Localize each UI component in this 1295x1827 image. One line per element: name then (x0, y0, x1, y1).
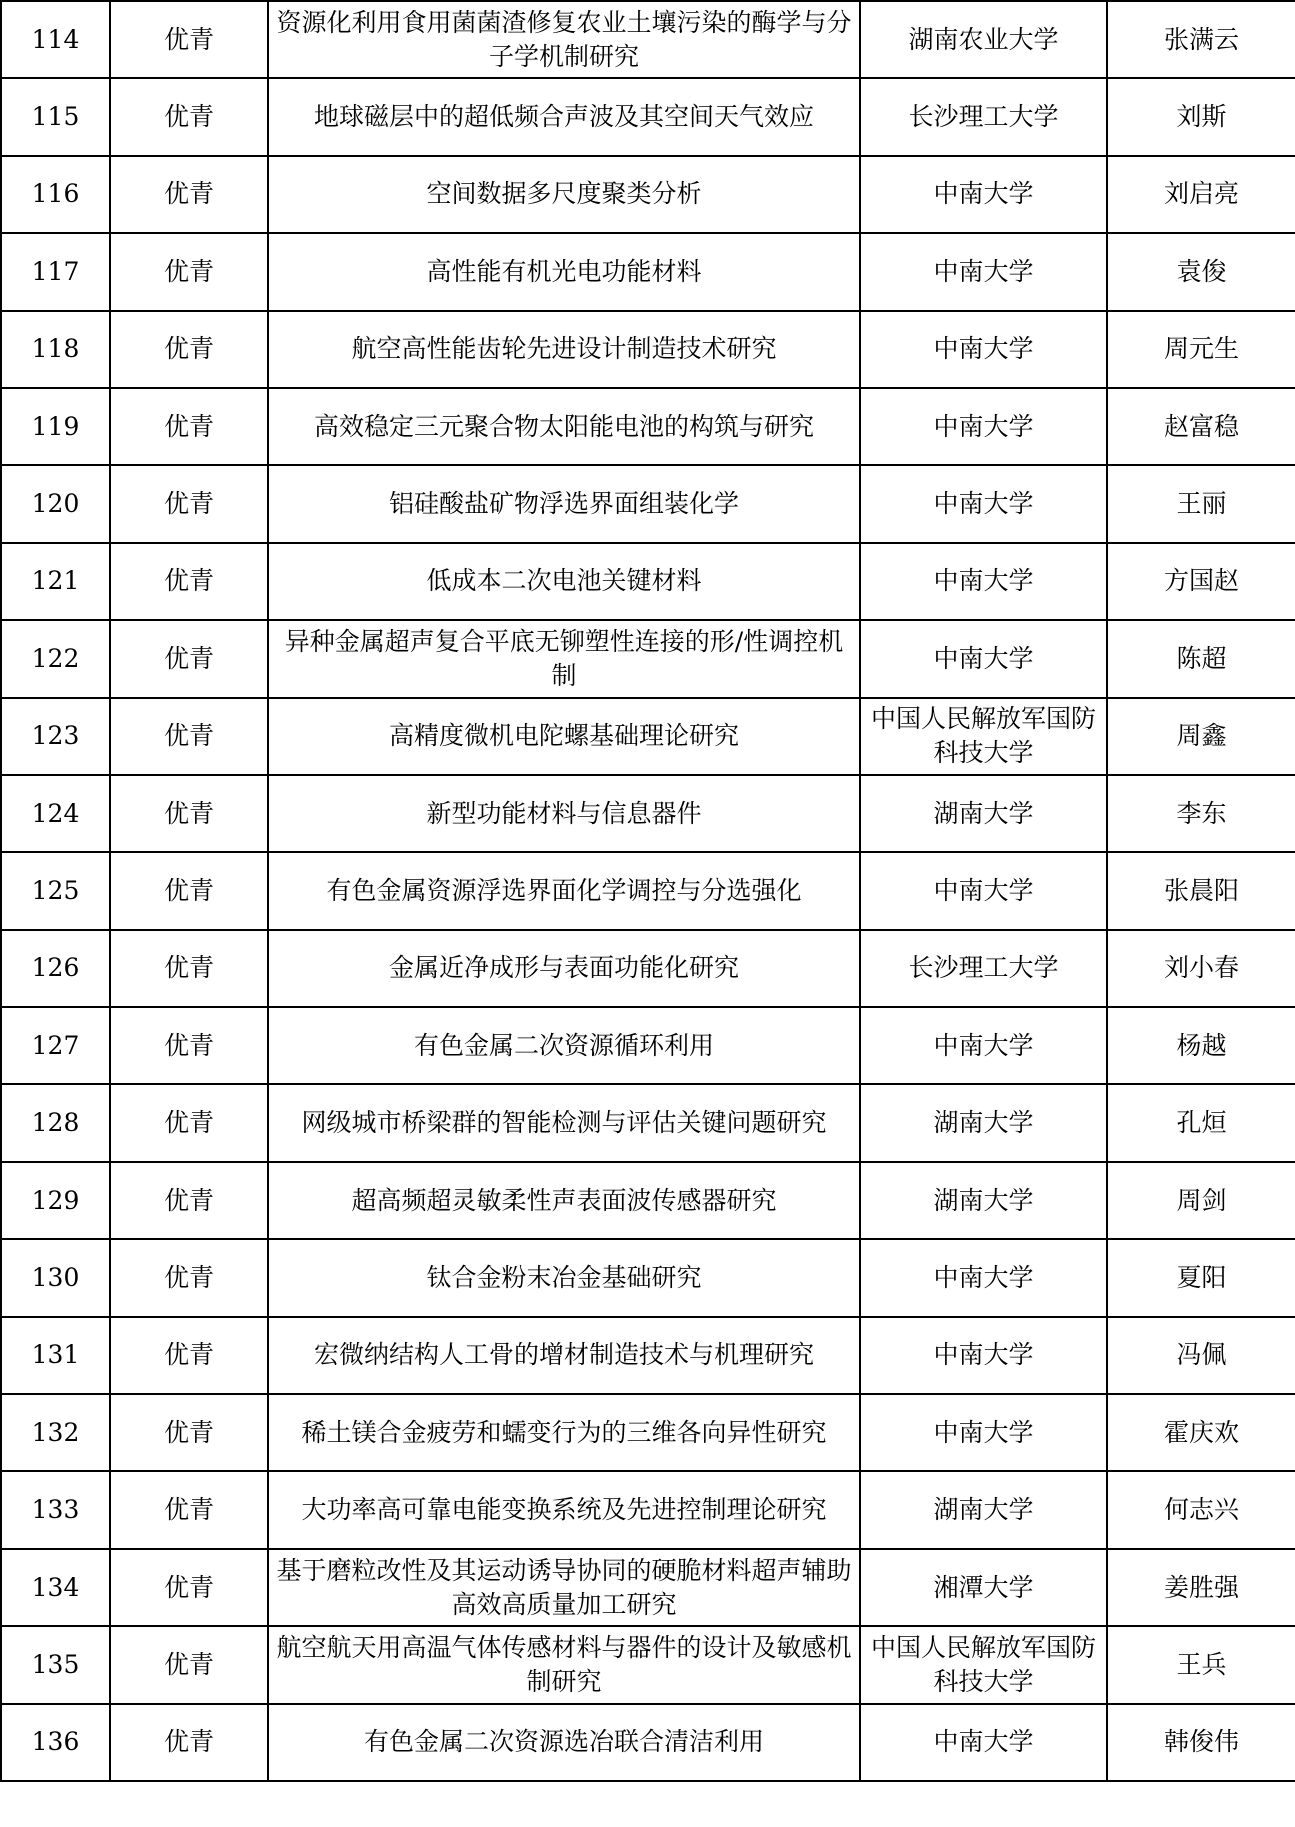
row-number: 128 (1, 1084, 110, 1161)
person-name: 赵富稳 (1107, 388, 1295, 465)
project-title: 资源化利用食用菌菌渣修复农业土壤污染的酶学与分子学机制研究 (268, 1, 860, 78)
project-type: 优青 (110, 78, 268, 155)
row-number: 118 (1, 311, 110, 388)
row-number: 124 (1, 775, 110, 852)
project-type: 优青 (110, 388, 268, 465)
row-number: 126 (1, 930, 110, 1007)
project-title: 地球磁层中的超低频合声波及其空间天气效应 (268, 78, 860, 155)
project-type: 优青 (110, 698, 268, 775)
table-row (1, 388, 1295, 465)
project-type: 优青 (110, 1084, 268, 1161)
person-name: 方国赵 (1107, 543, 1295, 620)
project-title: 大功率高可靠电能变换系统及先进控制理论研究 (268, 1471, 860, 1548)
person-name: 刘小春 (1107, 930, 1295, 1007)
table-row (1, 775, 1295, 852)
institution: 中南大学 (860, 388, 1107, 465)
project-type: 优青 (110, 1704, 268, 1781)
row-number: 132 (1, 1394, 110, 1471)
table-row (1, 1394, 1295, 1471)
row-number: 131 (1, 1317, 110, 1394)
person-name: 刘斯 (1107, 78, 1295, 155)
project-title: 高性能有机光电功能材料 (268, 233, 860, 310)
table-row (1, 1084, 1295, 1161)
project-type: 优青 (110, 1549, 268, 1626)
table-row (1, 1704, 1295, 1781)
institution: 中南大学 (860, 1239, 1107, 1316)
row-number: 134 (1, 1549, 110, 1626)
institution: 中南大学 (860, 1394, 1107, 1471)
person-name: 冯佩 (1107, 1317, 1295, 1394)
project-type: 优青 (110, 1471, 268, 1548)
table-row (1, 233, 1295, 310)
project-type: 优青 (110, 1239, 268, 1316)
table-row (1, 465, 1295, 542)
person-name: 袁俊 (1107, 233, 1295, 310)
institution: 湖南大学 (860, 1471, 1107, 1548)
project-title: 高精度微机电陀螺基础理论研究 (268, 698, 860, 775)
institution: 中南大学 (860, 156, 1107, 233)
project-title: 钛合金粉末冶金基础研究 (268, 1239, 860, 1316)
project-title: 航空航天用高温气体传感材料与器件的设计及敏感机制研究 (268, 1626, 860, 1703)
institution: 长沙理工大学 (860, 930, 1107, 1007)
project-type: 优青 (110, 930, 268, 1007)
table-row (1, 852, 1295, 929)
person-name: 陈超 (1107, 620, 1295, 697)
project-title: 金属近净成形与表面功能化研究 (268, 930, 860, 1007)
table-row (1, 311, 1295, 388)
project-title: 异种金属超声复合平底无铆塑性连接的形/性调控机制 (268, 620, 860, 697)
person-name: 夏阳 (1107, 1239, 1295, 1316)
institution: 中南大学 (860, 311, 1107, 388)
project-type: 优青 (110, 1007, 268, 1084)
row-number: 135 (1, 1626, 110, 1703)
row-number: 127 (1, 1007, 110, 1084)
project-title: 新型功能材料与信息器件 (268, 775, 860, 852)
person-name: 周剑 (1107, 1162, 1295, 1239)
table-row (1, 1007, 1295, 1084)
project-type: 优青 (110, 543, 268, 620)
project-title: 基于磨粒改性及其运动诱导协同的硬脆材料超声辅助高效高质量加工研究 (268, 1549, 860, 1626)
institution: 湖南农业大学 (860, 1, 1107, 78)
row-number: 123 (1, 698, 110, 775)
institution: 中南大学 (860, 543, 1107, 620)
project-type: 优青 (110, 1, 268, 78)
project-type: 优青 (110, 233, 268, 310)
project-type: 优青 (110, 1626, 268, 1703)
project-title: 有色金属资源浮选界面化学调控与分选强化 (268, 852, 860, 929)
institution: 中南大学 (860, 465, 1107, 542)
row-number: 114 (1, 1, 110, 78)
table-row (1, 930, 1295, 1007)
institution: 中南大学 (860, 620, 1107, 697)
project-title: 超高频超灵敏柔性声表面波传感器研究 (268, 1162, 860, 1239)
table-row (1, 620, 1295, 697)
institution: 中南大学 (860, 852, 1107, 929)
project-title: 航空高性能齿轮先进设计制造技术研究 (268, 311, 860, 388)
person-name: 王丽 (1107, 465, 1295, 542)
person-name: 李东 (1107, 775, 1295, 852)
institution: 中南大学 (860, 233, 1107, 310)
person-name: 霍庆欢 (1107, 1394, 1295, 1471)
institution: 中国人民解放军国防科技大学 (860, 1626, 1107, 1703)
person-name: 王兵 (1107, 1626, 1295, 1703)
table-row (1, 698, 1295, 775)
row-number: 133 (1, 1471, 110, 1548)
row-number: 121 (1, 543, 110, 620)
table-row (1, 1549, 1295, 1626)
institution: 中国人民解放军国防科技大学 (860, 698, 1107, 775)
project-type: 优青 (110, 311, 268, 388)
person-name: 韩俊伟 (1107, 1704, 1295, 1781)
project-title: 铝硅酸盐矿物浮选界面组装化学 (268, 465, 860, 542)
project-type: 优青 (110, 1162, 268, 1239)
institution: 中南大学 (860, 1007, 1107, 1084)
project-type: 优青 (110, 775, 268, 852)
row-number: 130 (1, 1239, 110, 1316)
project-type: 优青 (110, 852, 268, 929)
person-name: 张晨阳 (1107, 852, 1295, 929)
institution: 长沙理工大学 (860, 78, 1107, 155)
table-row (1, 1471, 1295, 1548)
institution: 中南大学 (860, 1704, 1107, 1781)
table-row (1, 1626, 1295, 1703)
table-row (1, 1, 1295, 78)
table-row (1, 1162, 1295, 1239)
institution: 湖南大学 (860, 1162, 1107, 1239)
table-row (1, 543, 1295, 620)
person-name: 姜胜强 (1107, 1549, 1295, 1626)
row-number: 122 (1, 620, 110, 697)
project-title: 空间数据多尺度聚类分析 (268, 156, 860, 233)
table-row (1, 156, 1295, 233)
project-type: 优青 (110, 620, 268, 697)
project-title: 宏微纳结构人工骨的增材制造技术与机理研究 (268, 1317, 860, 1394)
project-title: 低成本二次电池关键材料 (268, 543, 860, 620)
person-name: 刘启亮 (1107, 156, 1295, 233)
project-type: 优青 (110, 1394, 268, 1471)
person-name: 何志兴 (1107, 1471, 1295, 1548)
person-name: 张满云 (1107, 1, 1295, 78)
person-name: 孔烜 (1107, 1084, 1295, 1161)
row-number: 129 (1, 1162, 110, 1239)
person-name: 周元生 (1107, 311, 1295, 388)
person-name: 周鑫 (1107, 698, 1295, 775)
row-number: 120 (1, 465, 110, 542)
project-type: 优青 (110, 156, 268, 233)
table-row (1, 78, 1295, 155)
row-number: 115 (1, 78, 110, 155)
institution: 中南大学 (860, 1317, 1107, 1394)
table-row (1, 1317, 1295, 1394)
table-body (1, 1, 1295, 1781)
project-title: 有色金属二次资源循环利用 (268, 1007, 860, 1084)
row-number: 136 (1, 1704, 110, 1781)
row-number: 117 (1, 233, 110, 310)
row-number: 119 (1, 388, 110, 465)
project-title: 网级城市桥梁群的智能检测与评估关键问题研究 (268, 1084, 860, 1161)
project-title: 有色金属二次资源选冶联合清洁利用 (268, 1704, 860, 1781)
table-row (1, 1239, 1295, 1316)
row-number: 125 (1, 852, 110, 929)
project-title: 高效稳定三元聚合物太阳能电池的构筑与研究 (268, 388, 860, 465)
project-title: 稀土镁合金疲劳和蠕变行为的三维各向异性研究 (268, 1394, 860, 1471)
institution: 湘潭大学 (860, 1549, 1107, 1626)
institution: 湖南大学 (860, 1084, 1107, 1161)
project-type: 优青 (110, 465, 268, 542)
person-name: 杨越 (1107, 1007, 1295, 1084)
institution: 湖南大学 (860, 775, 1107, 852)
row-number: 116 (1, 156, 110, 233)
project-type: 优青 (110, 1317, 268, 1394)
